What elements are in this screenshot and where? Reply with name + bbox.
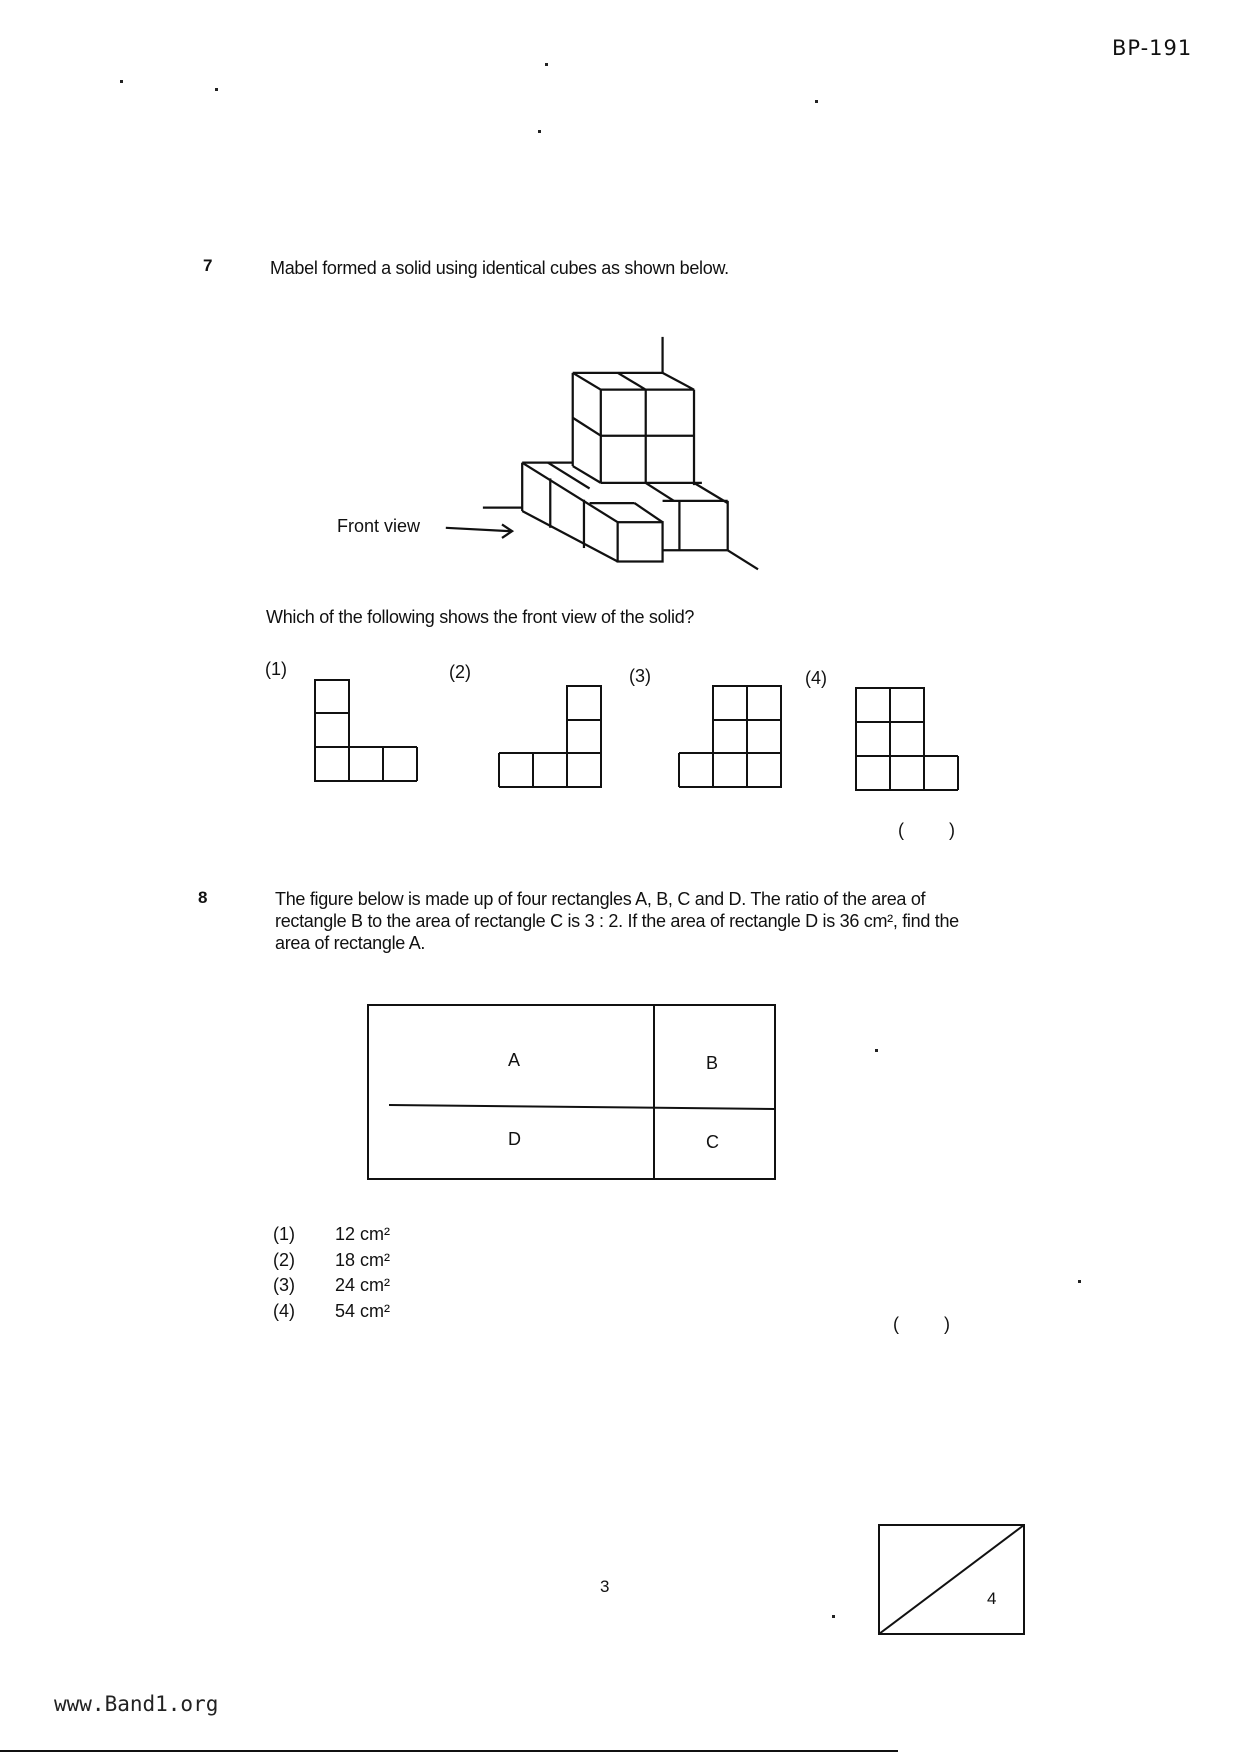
scan-speck (538, 130, 541, 133)
option-label: (3) (273, 1275, 295, 1295)
q8-answer-bracket[interactable]: ( ) (893, 1314, 950, 1334)
scan-speck (545, 63, 548, 66)
option-value: 12 cm² (335, 1224, 391, 1244)
option-value: 24 cm² (335, 1275, 391, 1295)
option-label: (4) (273, 1301, 295, 1321)
q7-option-2-label[interactable]: (2) (449, 662, 471, 682)
q7-answer-bracket[interactable]: ( ) (898, 820, 955, 840)
question-7-prompt: Which of the following shows the front view of the solid? (266, 607, 695, 627)
q7-option-4-label[interactable]: (4) (805, 668, 827, 688)
question-7-number: 7 (203, 256, 213, 275)
q7-option-2-figure (499, 686, 601, 787)
rect-label-c: C (706, 1132, 719, 1152)
rect-label-a: A (508, 1050, 521, 1070)
question-8-text: The figure below is made up of four rectangles A, B, C and D. The ratio of the area of rectangle B to the area of rectangle C is 3 : 2. If the area of rectangle D is 36 cm², find the area of rectangle A. (275, 889, 959, 953)
q7-option-3-figure (679, 686, 781, 787)
scan-speck (215, 88, 218, 91)
website-footer: www.Band1.org (54, 1692, 219, 1716)
scan-speck (120, 80, 123, 83)
rect-label-d: D (508, 1129, 521, 1149)
q7-option-3-label[interactable]: (3) (629, 666, 651, 686)
q8-rectangle-figure (368, 1005, 775, 1179)
scan-speck (815, 100, 818, 103)
option-label: (1) (273, 1224, 295, 1244)
scan-speck (832, 1615, 835, 1618)
option-value: 18 cm² (335, 1250, 391, 1270)
option-value: 54 cm² (335, 1301, 391, 1321)
page-number: 3 (600, 1577, 610, 1596)
question-8-number: 8 (198, 888, 208, 907)
cube-solid-figure (446, 337, 758, 569)
q7-option-1-label[interactable]: (1) (265, 659, 287, 679)
scan-speck (875, 1049, 878, 1052)
score-box (879, 1525, 1024, 1634)
scan-speck (1078, 1280, 1081, 1283)
q7-option-4-figure (856, 688, 958, 790)
rect-label-b: B (706, 1053, 719, 1073)
q7-option-1-figure (315, 680, 417, 781)
option-label: (2) (273, 1250, 295, 1270)
front-view-label: Front view (337, 516, 421, 536)
question-7-text: Mabel formed a solid using identical cubes as shown below. (270, 258, 729, 278)
paper-code: BP-191 (1112, 36, 1193, 60)
score-box-max: 4 (987, 1589, 997, 1608)
